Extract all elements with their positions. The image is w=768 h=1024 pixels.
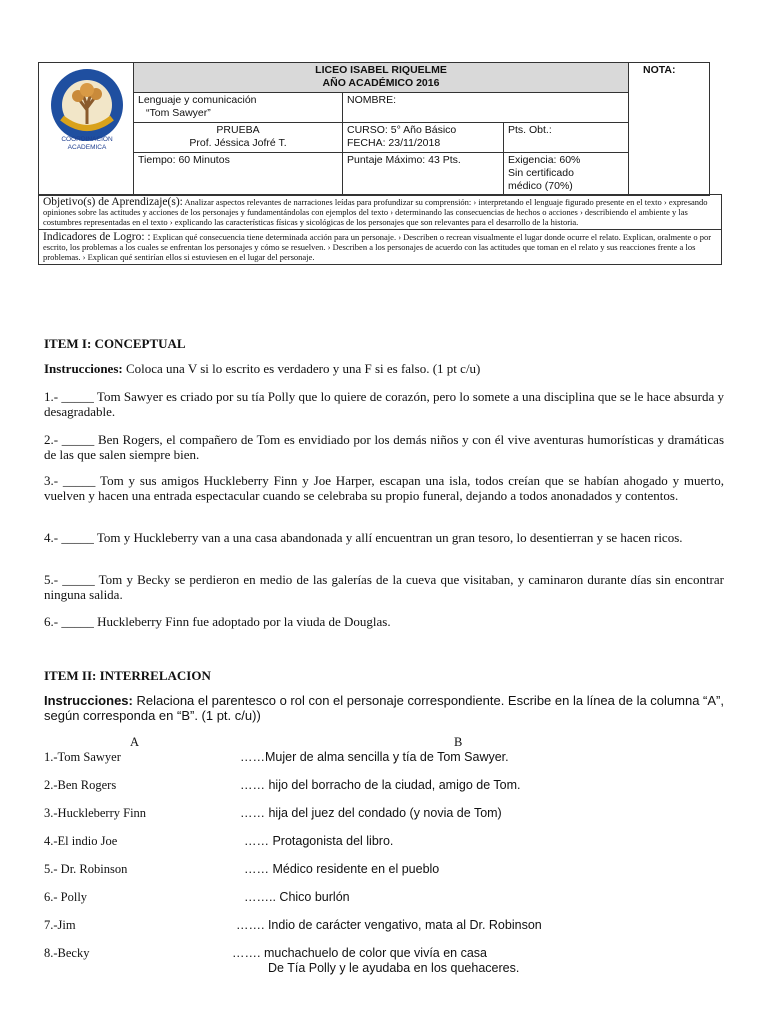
indicators-text: Explican qué consecuencia tiene determinada acción para un personaje. › Describen o recrean visualmente el lugar donde ocurre el relato. Explican, oralmente o por escrito, los problemas a los cuales se enfrentan los personajes y cómo se resuelven. › Describen a los personajes de acuerdo con las actitudes que toman en el relato y sus reacciones frente a los problemas. › Explican qué sentirían ellos si estuviesen en el lugar del personaje. bbox=[43, 232, 712, 262]
item1-title: ITEM I: CONCEPTUAL bbox=[44, 336, 186, 351]
match-b-3[interactable] bbox=[240, 806, 502, 821]
subject: Lenguaje y comunicación bbox=[138, 94, 257, 106]
item2-instr-label: Instrucciones: bbox=[44, 693, 133, 708]
column-b-header: B bbox=[454, 735, 463, 749]
item1-instr-text: Coloca una V si lo escrito es verdadero y una F si es falso. (1 pt c/u) bbox=[122, 361, 481, 376]
item2-title: ITEM II: INTERRELACION bbox=[44, 668, 211, 683]
answer-blank[interactable]: …… bbox=[240, 750, 265, 764]
match-b-text: Mujer de alma sencilla y tía de Tom Sawyer. bbox=[265, 750, 509, 764]
item1-instructions bbox=[44, 361, 724, 376]
match-a-2: 2.-Ben Rogers bbox=[44, 778, 117, 792]
points-obtained-label: Pts. Obt.: bbox=[508, 124, 552, 136]
question-6[interactable]: 6.- _____ Huckleberry Finn fue adoptado por la viuda de Douglas. bbox=[44, 614, 391, 629]
match-a-4: 4.-El indio Joe bbox=[44, 834, 118, 848]
match-a-8: 8.-Becky bbox=[44, 946, 90, 960]
date: FECHA: 23/11/2018 bbox=[347, 137, 441, 149]
match-b-4[interactable] bbox=[244, 834, 393, 849]
nota-label: NOTA: bbox=[643, 64, 676, 76]
item2-instr-text: Relaciona el parentesco o rol con el personaje correspondiente. Escribe en la línea de la columna “A”, según corresponda en “B”. (1 pt. c/u)) bbox=[44, 693, 724, 723]
coord-line-1: COORDINACION bbox=[61, 136, 113, 143]
question-1[interactable]: 1.- _____ Tom Sawyer es criado por su tía Polly que lo quiere de corazón, pero lo somete a una disciplina que se le hace absurda y desagradable. bbox=[44, 389, 724, 419]
school-title bbox=[134, 63, 629, 93]
match-b-text: hijo del borracho de la ciudad, amigo de Tom. bbox=[265, 778, 521, 792]
max-score-cell bbox=[343, 153, 504, 196]
match-a-7: 7.-Jim bbox=[44, 918, 76, 932]
match-b-8[interactable] bbox=[232, 946, 487, 961]
name-label: NOMBRE: bbox=[347, 94, 397, 106]
school-logo bbox=[48, 66, 126, 144]
academic-year: AÑO ACADÉMICO 2016 bbox=[322, 77, 440, 89]
match-b-1[interactable] bbox=[240, 750, 509, 765]
answer-blank[interactable]: ……. bbox=[236, 918, 265, 932]
indicators-label: Indicadores de Logro: : bbox=[43, 231, 151, 243]
match-b-6[interactable] bbox=[244, 890, 350, 905]
test-label: PRUEBA bbox=[216, 124, 260, 136]
indicators-section bbox=[39, 229, 721, 264]
objectives-text: Analizar aspectos relevantes de narraciones leídas para profundizar su comprensión: › interpretando el lenguaje figurado presente en el texto › expresando opiniones sobre las actitudes y acciones de los personajes y fundamentándolas con ejemplos del texto › determinando las consecuencias de hechos o acciones › describiendo el ambiente y las costumbres representadas en el texto › explicando las características físicas y sicológicas de los personajes que son relevantes para el desarrollo de la historia. bbox=[43, 197, 708, 227]
time: Tiempo: 60 Minutos bbox=[138, 154, 230, 166]
time-cell bbox=[134, 153, 343, 196]
match-b-text: Médico residente en el pueblo bbox=[269, 862, 440, 876]
answer-blank[interactable]: ……. bbox=[232, 946, 261, 960]
exigencia-cell bbox=[504, 153, 629, 196]
school-name: LICEO ISABEL RIQUELME bbox=[315, 64, 447, 76]
grade-box bbox=[629, 63, 710, 196]
question-3[interactable]: 3.- _____ Tom y sus amigos Huckleberry Finn y Joe Harper, escapan una isla, todos creían que se habían ahogado y muerto, vuelven y hacen una entrada espectacular cuando se celebraba su propio funeral, dejando a todos anonadados y contentos. bbox=[44, 473, 724, 503]
medico: médico (70%) bbox=[508, 180, 573, 192]
answer-blank[interactable]: …… bbox=[240, 806, 265, 820]
match-b-8-continued: De Tía Polly y le ayudaba en los quehaceres. bbox=[268, 961, 520, 975]
school-seal-icon bbox=[48, 66, 126, 144]
coord-line-2: ACADEMICA bbox=[67, 144, 107, 151]
answer-blank[interactable]: …… bbox=[244, 862, 269, 876]
course: CURSO: 5° Año Básico bbox=[347, 124, 457, 136]
teacher-name: Prof. Jéssica Jofré T. bbox=[189, 137, 287, 149]
answer-blank[interactable]: …… bbox=[244, 834, 269, 848]
match-b-text: Chico burlón bbox=[275, 890, 350, 904]
item2-instructions bbox=[44, 693, 724, 723]
test-cell bbox=[134, 123, 343, 153]
objectives-section bbox=[39, 195, 721, 229]
question-4[interactable]: 4.- _____ Tom y Huckleberry van a una casa abandonada y allí encuentran un gran tesoro, lo desentierran y se hacen ricos. bbox=[44, 530, 683, 545]
sin-certificado: Sin certificado bbox=[508, 167, 574, 179]
objectives-box bbox=[38, 194, 722, 265]
question-2[interactable]: 2.- _____ Ben Rogers, el compañero de Tom es envidiado por los demás niños y con él vive aventuras humorísticas y dramáticas de las que salen siempre bien. bbox=[44, 432, 724, 462]
match-a-3: 3.-Huckleberry Finn bbox=[44, 806, 147, 820]
column-a-header: A bbox=[130, 735, 140, 749]
header-table bbox=[38, 62, 710, 196]
objectives-label: Objetivo(s) de Aprendizaje(s): bbox=[43, 196, 183, 208]
match-a-1: 1.-Tom Sawyer bbox=[44, 750, 121, 764]
course-cell bbox=[343, 123, 504, 153]
item1-instr-label: Instrucciones: bbox=[44, 361, 123, 376]
match-b-text: hija del juez del condado (y novia de Tom) bbox=[265, 806, 502, 820]
match-b-text: Indio de carácter vengativo, mata al Dr. Robinson bbox=[264, 918, 542, 932]
points-obtained-cell[interactable] bbox=[504, 123, 629, 153]
answer-blank[interactable]: …….. bbox=[244, 890, 276, 904]
match-b-text: muchachuelo de color que vivía en casa bbox=[260, 946, 488, 960]
max-score: Puntaje Máximo: 43 Pts. bbox=[347, 154, 461, 166]
answer-blank[interactable]: …… bbox=[240, 778, 265, 792]
question-5[interactable]: 5.- _____ Tom y Becky se perdieron en medio de las galerías de la cueva que visitaban, y caminaron durante días sin encontrar ninguna salida. bbox=[44, 572, 724, 602]
match-a-5: 5.- Dr. Robinson bbox=[44, 862, 128, 876]
book-title: “Tom Sawyer” bbox=[146, 107, 211, 119]
match-b-text: Protagonista del libro. bbox=[269, 834, 394, 848]
subject-cell bbox=[134, 93, 343, 123]
match-b-7[interactable] bbox=[236, 918, 542, 933]
exigencia: Exigencia: 60% bbox=[508, 154, 581, 166]
match-b-5[interactable] bbox=[244, 862, 439, 877]
match-a-6: 6.- Polly bbox=[44, 890, 88, 904]
coordination-label bbox=[40, 136, 134, 152]
match-b-2[interactable] bbox=[240, 778, 520, 793]
name-cell[interactable] bbox=[343, 93, 629, 123]
